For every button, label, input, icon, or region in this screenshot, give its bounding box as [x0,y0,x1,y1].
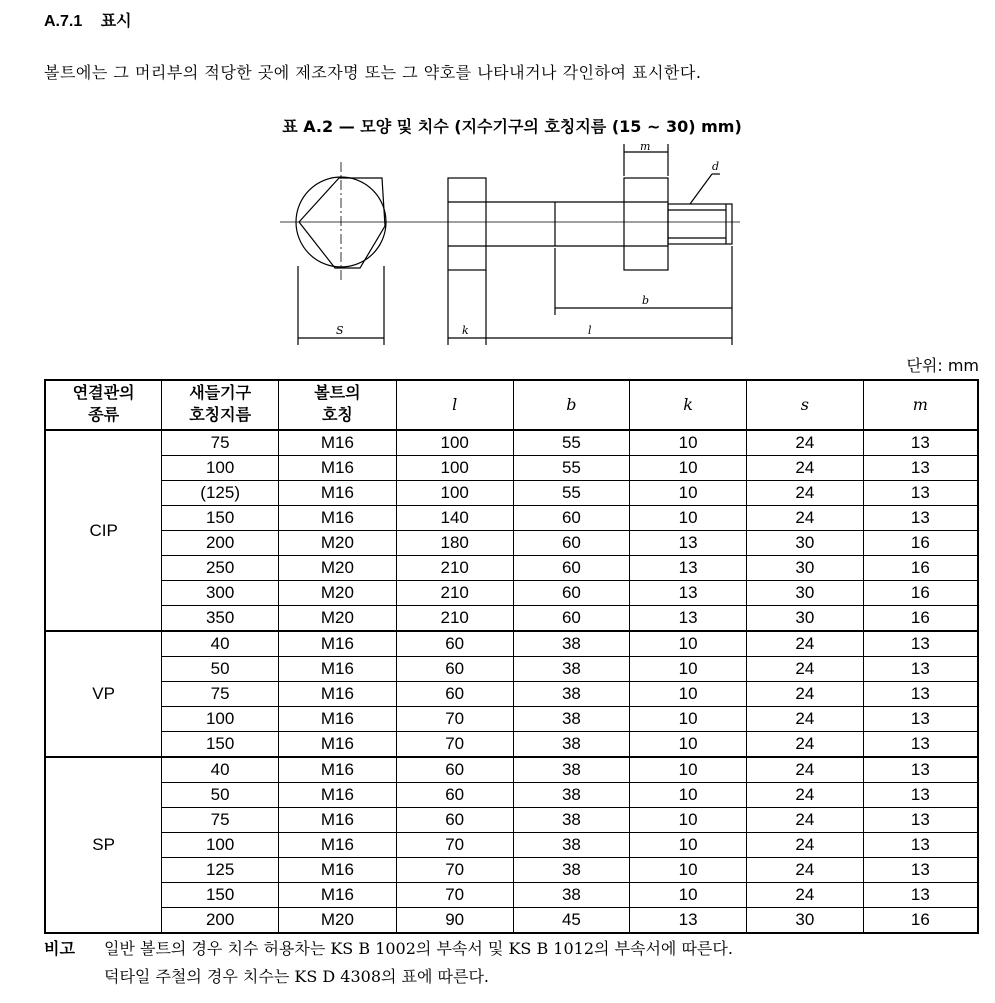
table-cell: 38 [513,707,630,732]
label-l: l [588,324,592,337]
table-cell: 10 [630,631,747,657]
table-cell: 55 [513,481,630,506]
header-m: m [863,380,978,430]
table-cell: 13 [863,506,978,531]
table-cell: 40 [162,631,279,657]
table-cell: 10 [630,833,747,858]
table-cell: M20 [279,606,397,632]
table-cell: 10 [630,481,747,506]
table-cell: 10 [630,430,747,456]
header-pipe-type: 연결관의 종류 [45,380,162,430]
table-cell: 30 [746,556,863,581]
table-cell: 60 [513,581,630,606]
table-cell: 13 [630,531,747,556]
table-row [45,506,978,531]
table-cell: 13 [630,908,747,934]
table-cell: 70 [396,833,513,858]
header-bolt-designation: 볼트의 호칭 [279,380,397,430]
table-cell: 38 [513,732,630,758]
table-cell: M16 [279,456,397,481]
table-cell: 13 [863,682,978,707]
table-cell: 100 [396,430,513,456]
table-row [45,858,978,883]
table-cell: M16 [279,707,397,732]
table-cell: 13 [863,732,978,758]
table-cell: 10 [630,657,747,682]
table-row [45,707,978,732]
label-d: d [712,160,720,173]
note-label: 비고 [44,939,75,958]
table-row [45,657,978,682]
table-cell: 40 [162,757,279,783]
table-cell: M16 [279,430,397,456]
paragraph: 볼트에는 그 머리부의 적당한 곳에 제조자명 또는 그 약호를 나타내거나 각인하여 표시한다. [44,63,702,82]
table-cell: 70 [396,858,513,883]
table-cell: 10 [630,456,747,481]
table-cell: 13 [863,783,978,808]
table-cell: 13 [863,833,978,858]
table-cell: 38 [513,682,630,707]
table-cell: 60 [513,506,630,531]
table-cell: 200 [162,531,279,556]
table-cell: 10 [630,883,747,908]
table-cell: 24 [746,808,863,833]
table-cell: 180 [396,531,513,556]
table-cell: 30 [746,581,863,606]
table-cell: 10 [630,808,747,833]
table-cell: 150 [162,732,279,758]
nut-outline [624,178,668,270]
table-cell: 16 [863,908,978,934]
table-cell: 38 [513,657,630,682]
table-row [45,631,978,657]
table-cell: 300 [162,581,279,606]
table-row [45,757,978,783]
header-saddle-diameter: 새들기구 호칭지름 [162,380,279,430]
note-line-1: 일반 볼트의 경우 치수 허용차는 KS B 1002의 부속서 및 KS B 1012의 부속서에 따른다. [104,939,733,958]
unit-label: 단위: mm [906,356,979,375]
table-cell: 250 [162,556,279,581]
table-cell: 210 [396,556,513,581]
table-cell: 60 [396,682,513,707]
table-cell: 210 [396,606,513,632]
table-cell: 24 [746,682,863,707]
table-cell: 38 [513,858,630,883]
table-cell: 24 [746,833,863,858]
table-cell: M16 [279,883,397,908]
table-cell: 30 [746,531,863,556]
label-k: k [462,324,469,337]
table-cell: 75 [162,682,279,707]
table-title: 표 A.2 — 모양 및 치수 (지수기구의 호칭지름 (15 ~ 30) mm) [282,117,742,136]
table-cell: 38 [513,833,630,858]
bolt-head-side [448,178,486,270]
bolt-figure [280,140,750,350]
table-cell: M16 [279,757,397,783]
table-cell: M20 [279,531,397,556]
table-cell: 70 [396,732,513,758]
label-b: b [642,294,650,307]
table-cell: 60 [396,757,513,783]
table-cell: 13 [863,707,978,732]
table-cell: 24 [746,456,863,481]
table-cell: 13 [863,657,978,682]
table-cell: 38 [513,883,630,908]
dimension-table [44,379,979,934]
table-cell: 140 [396,506,513,531]
pipe-type-cell: CIP [45,430,162,631]
table-cell: 38 [513,808,630,833]
table-cell: 125 [162,858,279,883]
table-cell: M16 [279,732,397,758]
table-cell: 30 [746,908,863,934]
table-cell: M16 [279,783,397,808]
table-cell: 10 [630,707,747,732]
table-cell: 100 [162,833,279,858]
table-cell: M16 [279,631,397,657]
pipe-type-cell: SP [45,757,162,933]
table-cell: 75 [162,430,279,456]
table-cell: 350 [162,606,279,632]
header-s: s [746,380,863,430]
table-cell: 24 [746,783,863,808]
table-cell: 10 [630,783,747,808]
table-cell: 38 [513,757,630,783]
table-cell: M20 [279,908,397,934]
table-cell: M16 [279,506,397,531]
section-heading [44,8,132,31]
table-cell: 24 [746,657,863,682]
table-cell: 24 [746,631,863,657]
table-cell: 100 [162,707,279,732]
table-cell: 60 [396,783,513,808]
table-cell: 24 [746,707,863,732]
table-cell: 100 [396,456,513,481]
table-cell: 24 [746,506,863,531]
table-cell: 200 [162,908,279,934]
table-cell: 60 [513,556,630,581]
table-cell: 38 [513,631,630,657]
table-cell: M16 [279,481,397,506]
note [44,935,733,991]
table-row [45,556,978,581]
table-row [45,481,978,506]
table-cell: 30 [746,606,863,632]
table-cell: 50 [162,783,279,808]
table-cell: 100 [162,456,279,481]
table-cell: 70 [396,883,513,908]
table-cell: 150 [162,883,279,908]
table-cell: 10 [630,506,747,531]
table-cell: 150 [162,506,279,531]
table-cell: 24 [746,883,863,908]
table-row [45,456,978,481]
table-cell: M16 [279,682,397,707]
table-row [45,606,978,632]
table-cell: 90 [396,908,513,934]
table-row [45,783,978,808]
table-cell: 10 [630,858,747,883]
table-cell: 13 [630,606,747,632]
table-cell: 10 [630,757,747,783]
table-cell: 55 [513,456,630,481]
header-k: k [630,380,747,430]
header-l: l [396,380,513,430]
table-cell: 70 [396,707,513,732]
table-cell: 60 [513,531,630,556]
table-cell: 24 [746,430,863,456]
table-row [45,732,978,758]
table-cell: 210 [396,581,513,606]
table-cell: 24 [746,732,863,758]
table-cell: M16 [279,833,397,858]
table-body [45,430,978,933]
table-cell: M16 [279,657,397,682]
table-cell: M16 [279,808,397,833]
table-cell: 16 [863,556,978,581]
table-cell: 24 [746,481,863,506]
table-cell: 13 [863,631,978,657]
note-line-2: 덕타일 주철의 경우 치수는 KS D 4308의 표에 따른다. [104,967,489,986]
table-row [45,883,978,908]
table-row [45,833,978,858]
table-cell: 60 [396,808,513,833]
section-number: A.7.1 [44,13,83,30]
header-b: b [513,380,630,430]
section-title: 표시 [100,13,132,30]
table-cell: 75 [162,808,279,833]
table-cell: 38 [513,783,630,808]
label-s: S [336,324,344,337]
table-cell: 60 [513,606,630,632]
table-cell: 100 [396,481,513,506]
table-cell: 13 [863,481,978,506]
label-m: m [640,140,651,153]
table-cell: 10 [630,682,747,707]
table-cell: M20 [279,581,397,606]
table-row [45,531,978,556]
table-cell: 60 [396,631,513,657]
table-cell: 13 [863,456,978,481]
table-row [45,808,978,833]
table-cell: 10 [630,732,747,758]
table-cell: 13 [863,883,978,908]
table-cell: 50 [162,657,279,682]
table-cell: 16 [863,581,978,606]
table-row [45,430,978,456]
table-cell: 16 [863,606,978,632]
table-cell: 45 [513,908,630,934]
table-cell: 13 [630,581,747,606]
table-cell: 13 [863,858,978,883]
table-row [45,908,978,934]
table-cell: (125) [162,481,279,506]
table-cell: 16 [863,531,978,556]
table-cell: 55 [513,430,630,456]
table-cell: 60 [396,657,513,682]
pipe-type-cell: VP [45,631,162,757]
table-cell: 13 [630,556,747,581]
table-cell: 13 [863,808,978,833]
table-cell: 24 [746,757,863,783]
table-cell: 13 [863,430,978,456]
table-cell: 24 [746,858,863,883]
table-cell: 13 [863,757,978,783]
table-row [45,682,978,707]
table-cell: M16 [279,858,397,883]
table-header-row [45,380,978,430]
table-cell: M20 [279,556,397,581]
table-row [45,581,978,606]
